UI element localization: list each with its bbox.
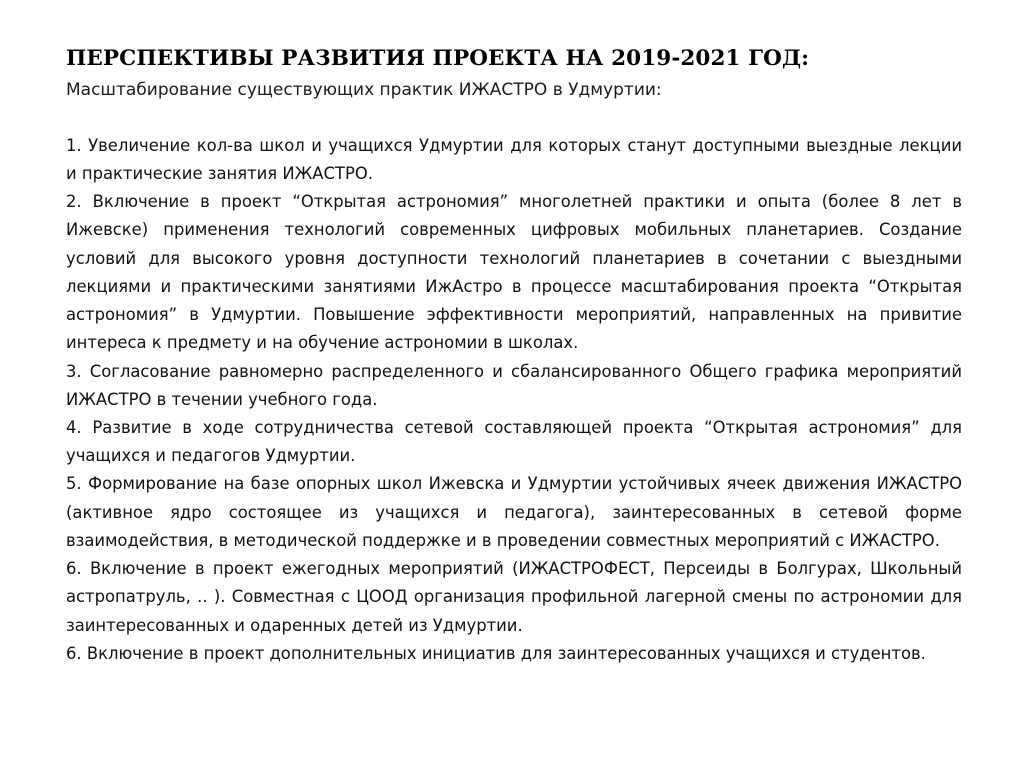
paragraph: 6. Включение в проект ежегодных мероприятий (ИЖАСТРОФЕСТ, Персеиды в Болгурах, Школьный астропатруль, .. ). Совместная с ЦООД организация профильной лагерной смены по астрономии для заинтересованных и одаренных детей из Удмуртии.: [66, 559, 962, 635]
paragraph: 2. Включение в проект “Открытая астрономия” многолетней практики и опыта (более 8 лет в Ижевске) применения технологий современных цифровых мобильных планетариев. Создание условий для высокого уровня доступности технологий планетариев в сочетании с выездными лекциями и практическими занятиями ИжАстро в процессе масштабирования проекта “Открытая астрономия” в Удмуртии. Повышение эффективности мероприятий, направленных на привитие интереса к предмету и на обучение астрономии в школах.: [66, 192, 962, 353]
page-subtitle: Масштабирование существующих практик ИЖАСТРО в Удмуртии:: [66, 79, 662, 100]
paragraph: 4. Развитие в ходе сотрудничества сетевой составляющей проекта “Открытая астрономия” для учащихся и педагогов Удмуртии.: [66, 418, 962, 466]
page-title: ПЕРСПЕКТИВЫ РАЗВИТИЯ ПРОЕКТА НА 2019-2021 ГОД:: [66, 46, 810, 71]
body-text-block: [66, 132, 962, 668]
paragraph: 1. Увеличение кол-ва школ и учащихся Удмуртии для которых станут доступными выездные лекции и практические занятия ИЖАСТРО.: [66, 135, 962, 184]
paragraph: 5. Формирование на базе опорных школ Ижевска и Удмуртии устойчивых ячеек движения ИЖАСТРО (активное ядро состоящее из учащихся и педагога), заинтересованных в сетевой форме взаимодействия, в методической поддержке и в проведении совместных мероприятий с ИЖАСТРО.: [66, 474, 962, 550]
paragraph: 6. Включение в проект дополнительных инициатив для заинтересованных учащихся и студентов.: [66, 643, 926, 663]
paragraph: 3. Согласование равномерно распределенного и сбалансированного Общего графика мероприятий ИЖАСТРО в течении учебного года.: [66, 361, 962, 409]
